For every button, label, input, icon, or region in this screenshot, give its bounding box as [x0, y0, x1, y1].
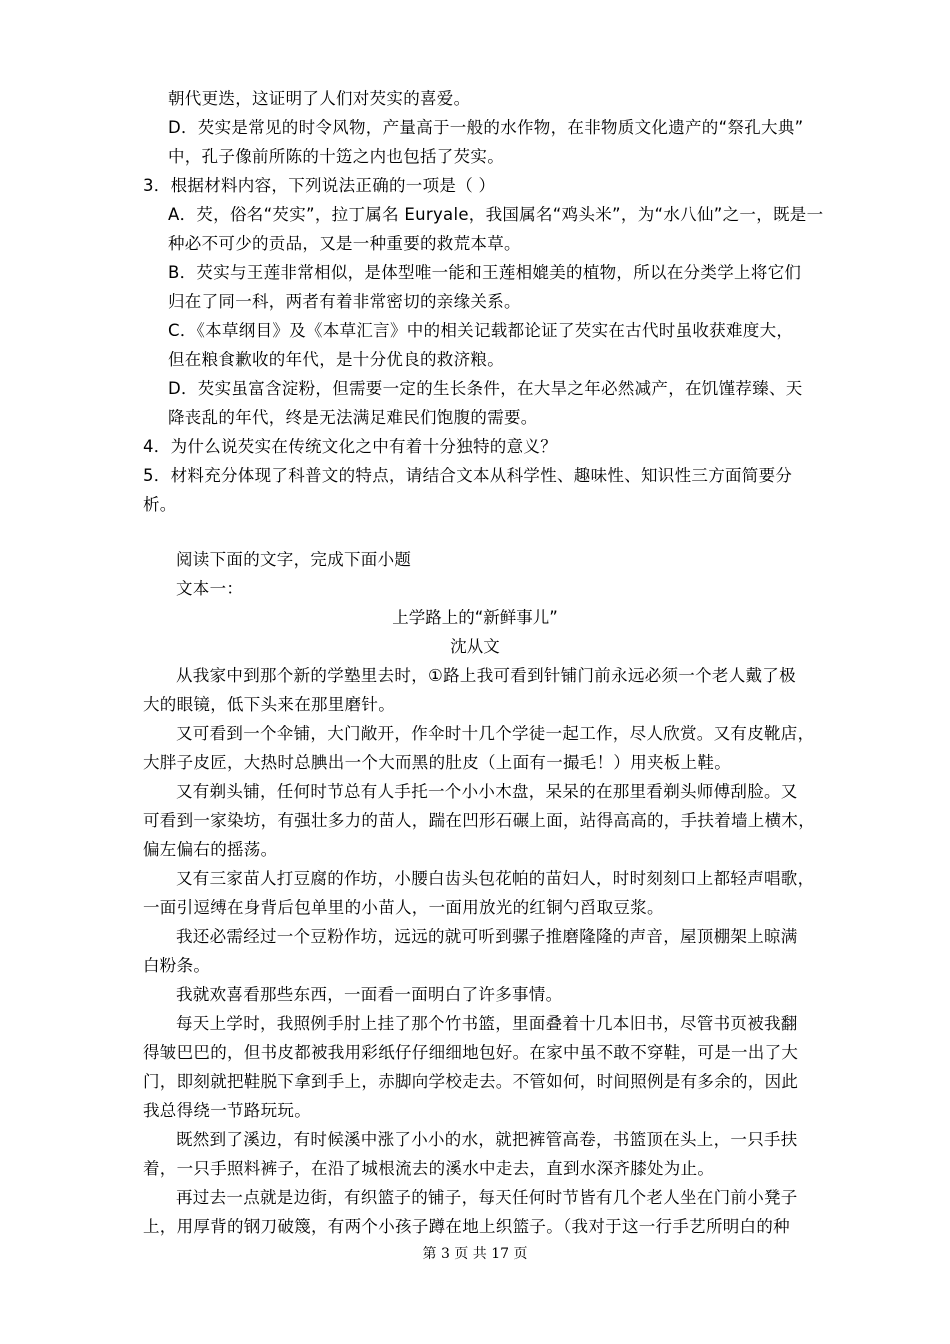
body-line: 我还必需经过一个豆粉作坊，远远的就可听到骡子推磨隆隆的声音，屋顶棚架上晾满	[176, 927, 798, 946]
body-line: 我总得绕一节路玩玩。	[143, 1101, 311, 1120]
body-line: 大的眼镜，低下头来在那里磨针。	[143, 695, 395, 714]
question-5-line-1: 5．材料充分体现了科普文的特点，请结合文本从科学性、趣味性、知识性三方面简要分	[143, 466, 793, 485]
body-line: 白粉条。	[143, 956, 211, 975]
body-line: 可看到一家染坊，有强壮多力的苗人，踹在凹形石碾上面，站得高高的，手扶着墙上横木，	[143, 811, 815, 830]
body-line: 既然到了溪边，有时候溪中涨了小小的水，就把裤管高卷，书篮顶在头上，一只手扶	[176, 1130, 798, 1149]
article-title: 上学路上的“新鲜事儿”	[392, 608, 558, 627]
article-author: 沈从文	[450, 637, 500, 656]
body-line: 着，一只手照料裤子，在沿了城根流去的溪水中走去，直到水深齐膝处为止。	[143, 1159, 715, 1178]
q3-option-c-line-1: C．《本草纲目》及《本草汇言》中的相关记载都论证了芡实在古代时虽收获难度大，	[168, 321, 794, 340]
page-footer: 第 3 页 共 17 页	[422, 1246, 528, 1262]
body-line: 一面引逗缚在身背后包单里的小苗人，一面用放光的红铜勺舀取豆浆。	[143, 898, 664, 917]
q3-option-d-line-2: 降丧乱的年代，终是无法满足难民们饱腹的需要。	[168, 408, 538, 427]
q3-option-d-line-1: D．芡实虽富含淀粉，但需要一定的生长条件，在大旱之年必然减产，在饥馑荐臻、天	[168, 379, 803, 398]
option-d-line-2: 中，孔子像前所陈的十笾之内也包括了芡实。	[168, 147, 504, 166]
q3-option-a-line-2: 种必不可少的贡品，又是一种重要的救荒本草。	[168, 234, 521, 253]
q3-option-b-line-1: B．芡实与王莲非常相似，是体型唯一能和王莲相媲美的植物，所以在分类学上将它们	[168, 263, 802, 282]
question-3-stem: 3．根据材料内容，下列说法正确的一项是（ ）	[143, 176, 496, 195]
reading-instruction: 阅读下面的文字，完成下面小题	[176, 550, 412, 569]
body-line: 从我家中到那个新的学塾里去时，①路上我可看到针铺门前永远必须一个老人戴了极	[176, 666, 796, 685]
body-line: 每天上学时，我照例手肘上挂了那个竹书篮，里面叠着十几本旧书，尽管书页被我翻	[176, 1014, 798, 1033]
body-line: 又可看到一个伞铺，大门敞开，作伞时十几个学徒一起工作，尽人欣赏。又有皮靴店，	[176, 724, 815, 743]
question-5-line-2: 析。	[143, 495, 177, 514]
option-d-line-1: D．芡实是常见的时令风物，产量高于一般的水作物，在非物质文化遗产的“祭孔大典”	[168, 118, 804, 137]
body-line: 得皱巴巴的，但书皮都被我用彩纸仔仔细细地包好。在家中虽不敢不穿鞋，可是一出了大	[143, 1043, 799, 1062]
q3-option-a-line-1: A．芡，俗名“芡实”，拉丁属名 Euryale，我国属名“鸡头米”，为“水八仙”之一，既是一	[168, 205, 824, 224]
body-line: 又有剃头铺，任何时节总有人手托一个小小木盘，呆呆的在那里看剃头师傅刮脸。又	[176, 782, 798, 801]
body-line: 门，即刻就把鞋脱下拿到手上，赤脚向学校走去。不管如何，时间照例是有多余的，因此	[143, 1072, 799, 1091]
body-line: 大胖子皮匠，大热时总腆出一个大而黑的肚皮（上面有一撮毛！）用夹板上鞋。	[143, 753, 731, 772]
body-line: 我就欢喜看那些东西，一面看一面明白了许多事情。	[176, 985, 563, 1004]
body-line: 又有三家苗人打豆腐的作坊，小腰白齿头包花帕的苗妇人，时时刻刻口上都轻声唱歌，	[176, 869, 815, 888]
text-label: 文本一：	[176, 579, 244, 598]
option-c-continuation: 朝代更迭，这证明了人们对芡实的喜爱。	[168, 89, 471, 108]
body-line: 再过去一点就是边街，有织篮子的铺子，每天任何时节皆有几个老人坐在门前小凳子	[176, 1188, 798, 1207]
q3-option-b-line-2: 归在了同一科，两者有着非常密切的亲缘关系。	[168, 292, 521, 311]
q3-option-c-line-2: 但在粮食歉收的年代，是十分优良的救济粮。	[168, 350, 504, 369]
body-line: 偏左偏右的摇荡。	[143, 840, 278, 859]
body-line: 上，用厚背的钢刀破篾，有两个小孩子蹲在地上织篮子。（我对于这一行手艺所明白的种	[143, 1217, 790, 1236]
question-4: 4．为什么说芡实在传统文化之中有着十分独特的意义？	[143, 437, 557, 456]
